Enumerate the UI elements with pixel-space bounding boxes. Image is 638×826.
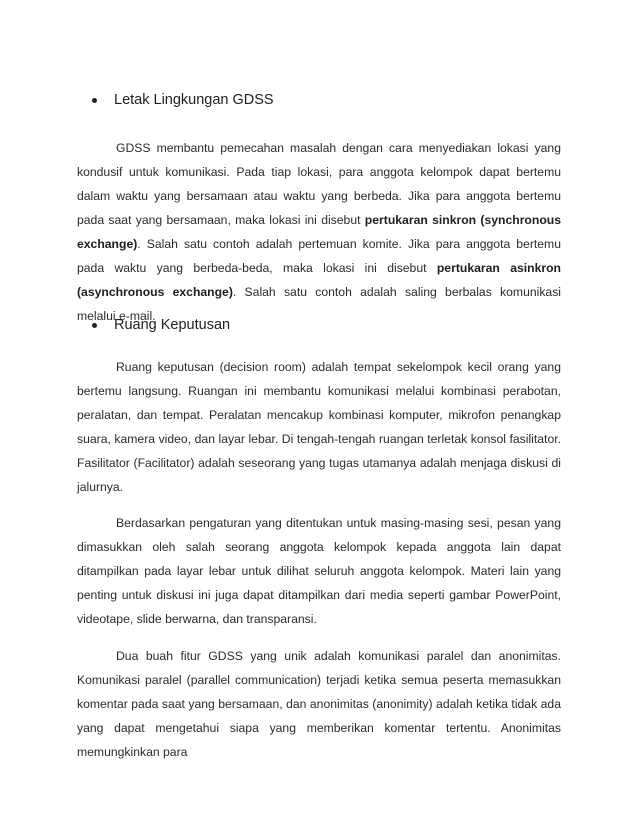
paragraph-text: . Salah satu contoh adalah saling berbalas komunikasi melalui e-mail. <box>77 285 562 323</box>
paragraph-text: GDSS membantu pemecahan masalah dengan cara menyediakan lokasi yang kondusif untuk komunikasi. Pada tiap lokasi, para anggota kelompok dapat bertemu dalam waktu yang bersamaan atau waktu yang berbeda. Jika para anggota bertemu pada saat yang bersamaan, maka lokasi ini disebut <box>77 141 561 227</box>
section-heading-ruang-keputusan <box>92 317 230 333</box>
paragraph-text: Berdasarkan pengaturan yang ditentukan untuk masing-masing sesi, pesan yang dimasukkan oleh salah seorang anggota kelompok kepada anggota lain dapat ditampilkan pada layar lebar untuk dilihat seluruh anggota kelompok. Materi lain yang penting untuk diskusi ini juga dapat ditampilkan dari media seperti gambar PowerPoint, videotape, slide berwarna, dan transparansi. <box>77 516 561 626</box>
paragraph-text: . Salah satu contoh adalah pertemuan komite. Jika para anggota bertemu pada waktu yang berbeda-beda, maka lokasi ini disebut <box>77 237 561 275</box>
paragraph-text: Dua buah fitur GDSS yang unik adalah komunikasi paralel dan anonimitas. Komunikasi paralel (parallel communication) terjadi ketika semua peserta memasukkan komentar pada saat yang bersamaan, dan anonimitas (anonimity) adalah ketika tidak ada yang dapat mengetahui siapa yang memberikan komentar tertentu. Anonimitas memungkinkan para <box>77 649 561 759</box>
bold-term-asinkron: pertukaran asinkron (asynchronous exchange) <box>77 261 561 299</box>
section-title: Letak Lingkungan GDSS <box>114 92 274 108</box>
paragraph-letak-lingkungan <box>77 136 561 328</box>
paragraph-ruang-keputusan-2 <box>77 511 561 631</box>
bullet-icon <box>92 323 97 328</box>
section-title: Ruang Keputusan <box>114 317 231 333</box>
paragraph-ruang-keputusan-1 <box>77 355 561 499</box>
bold-term-sinkron: pertukaran sinkron (synchronous exchange) <box>77 213 561 251</box>
section-heading-letak-lingkungan <box>92 92 274 108</box>
paragraph-ruang-keputusan-3 <box>77 644 561 764</box>
paragraph-text: Ruang keputusan (decision room) adalah tempat sekelompok kecil orang yang bertemu langsung. Ruangan ini membantu komunikasi melalui kombinasi perabotan, peralatan, dan tempat. Peralatan mencakup kombinasi komputer, mikrofon penangkap suara, kamera video, dan layar lebar. Di tengah-tengah ruangan terletak konsol fasilitator. Fasilitator (Facilitator) adalah seseorang yang tugas utamanya adalah menjaga diskusi di jalurnya. <box>77 360 561 494</box>
bullet-icon <box>92 98 97 103</box>
